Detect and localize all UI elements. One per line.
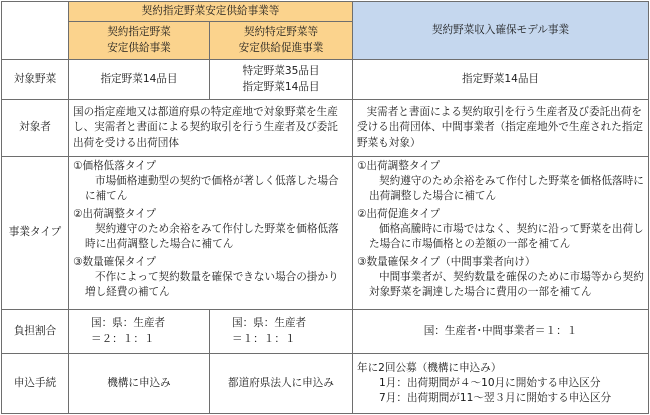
burden-a1: 国：県：生産者 ＝２：１：１ [69, 310, 210, 354]
row-label-target-vegetables: 対象野菜 [2, 60, 69, 100]
row-label-burden-ratio: 負担割合 [2, 310, 69, 354]
row-label-project-type: 事業タイプ [2, 157, 69, 310]
row-label-application: 申込手続 [2, 354, 69, 414]
type-b-shipment-adjust: ①出荷調整タイプ 契約遵守のため余裕をみて作付した野菜を価格低落時に出荷調整した場合に補てん [357, 160, 644, 203]
target-person-a: 国の指定産地又は都道府県の特定産地で対象野菜を生産し、実需者と書面による契約取引を行う生産者及び委託出荷を受ける出荷団体 [69, 100, 353, 157]
burden-a2: 国：県：生産者 ＝１：１：１ [210, 310, 353, 354]
procedure-a1: 機構に申込み [69, 354, 210, 414]
target-veg-a1: 指定野菜14品目 [69, 60, 210, 100]
target-veg-b: 指定野菜14品目 [353, 60, 649, 100]
type-price-drop: ①価格低落タイプ 市場価格連動型の契約で価格が著しく低落した場合に補てん [73, 160, 339, 203]
target-veg-a2: 特定野菜35品目 指定野菜14品目 [210, 60, 353, 100]
header-income-model: 契約野菜収入確保モデル事業 [353, 2, 649, 60]
project-type-b [353, 157, 649, 310]
group-header-contract-designated: 契約指定野菜安定供給事業等 [69, 2, 353, 22]
procedure-b: 年に2回公募（機構に申込み） 1月：出荷期間が４～10月に開始する申込区分 7月：出荷期間が11～翌３月に開始する申込区分 [353, 354, 649, 414]
type-b-quantity-secure: ③数量確保タイプ（中間事業者向け） 中間事業者が、契約数量を確保のために市場等から契約対象野菜を調達した場合に費用の一部を補てん [357, 256, 644, 299]
comparison-table [1, 1, 649, 414]
header-specified-stable-supply: 契約特定野菜等 安定供給促進事業 [210, 22, 353, 60]
procedure-a2: 都道府県法人に申込み [210, 354, 353, 414]
header-designated-stable-supply: 契約指定野菜 安定供給事業 [69, 22, 210, 60]
type-shipment-adjust: ②出荷調整タイプ 契約遵守のため余裕をみて作付した野菜を価格低落時に出荷調整した場合に補てん [73, 208, 339, 251]
project-type-a [69, 157, 353, 310]
type-quantity-secure: ③数量確保タイプ 不作によって契約数量を確保できない場合の掛かり増し経費の補てん [73, 256, 339, 299]
burden-b: 国：生産者･中間事業者＝１：１ [353, 310, 649, 354]
row-label-target-persons: 対象者 [2, 100, 69, 157]
corner-cell [2, 2, 69, 60]
target-person-b: 実需者と書面による契約取引を行う生産者及び委託出荷を受ける出荷団体、中間事業者（指定産地外で生産された指定野菜も対象） [353, 100, 649, 157]
type-b-shipment-promote: ②出荷促進タイプ 価格高騰時に市場ではなく、契約に沿って野菜を出荷した場合に市場価格との差額の一部を補てん [357, 208, 644, 251]
